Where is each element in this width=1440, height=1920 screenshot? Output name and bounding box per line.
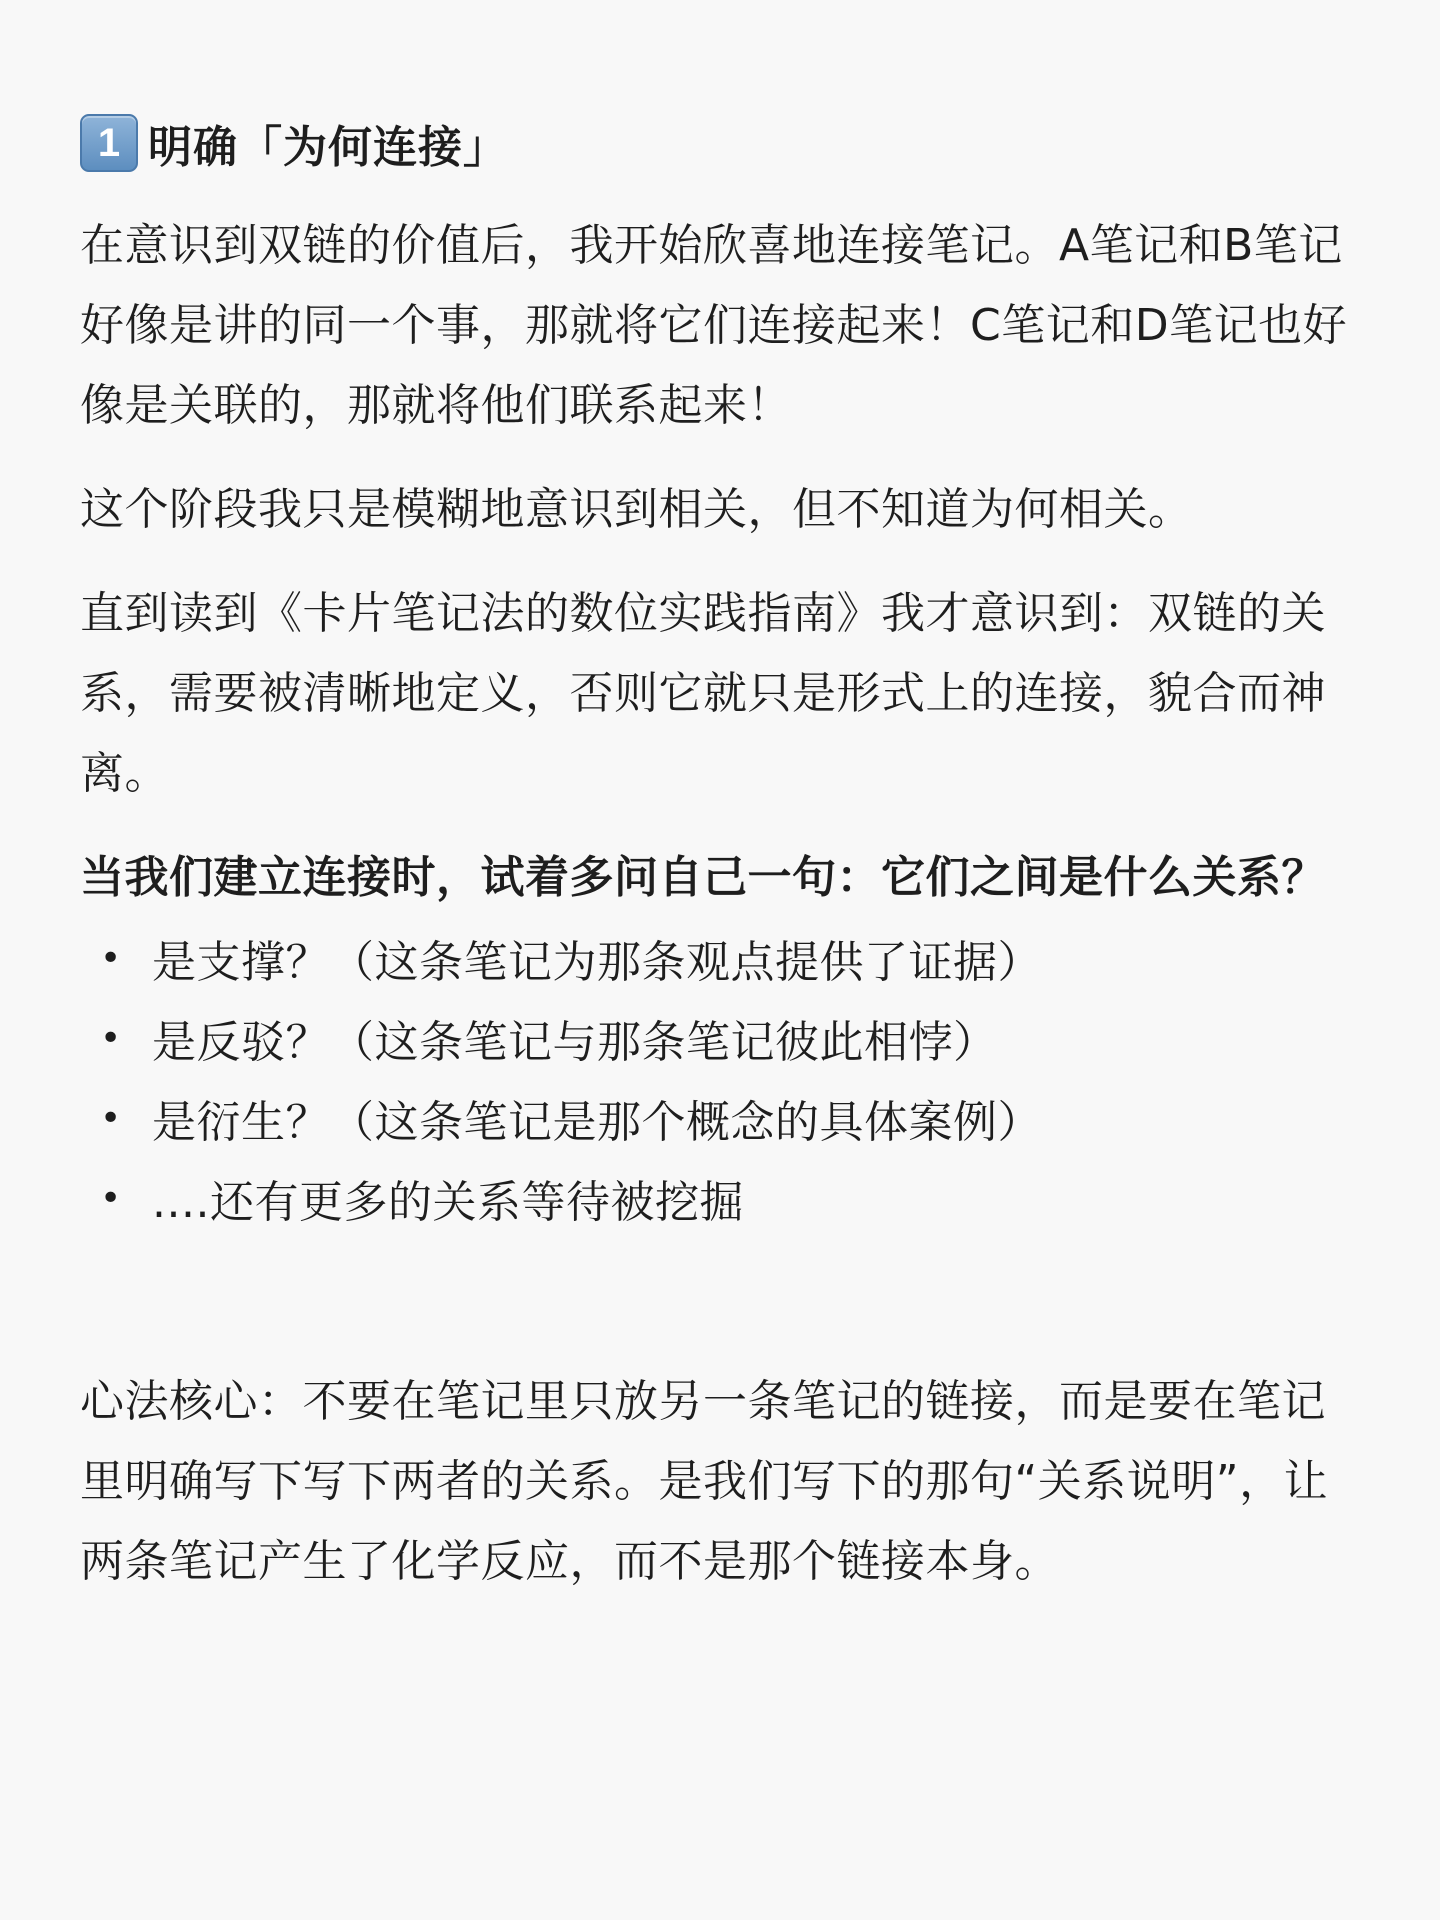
list-item: [80, 918, 1360, 998]
paragraph-intro: 在意识到双链的价值后，我开始欣喜地连接笔记。A笔记和B笔记好像是讲的同一个事，那就将它们连接起来！C笔记和D笔记也好像是关联的，那就将他们联系起来！: [80, 220, 1348, 431]
question-paragraph: 当我们建立连接时，试着多问自己一句：它们之间是什么关系？: [80, 852, 1326, 903]
keycap-number-icon: 1: [80, 114, 138, 172]
bullet-icon: •: [100, 1177, 122, 1219]
list-item-text: 是支撑？（这条笔记为那条观点提供了证据）: [152, 937, 1042, 988]
list-item: [80, 1158, 1360, 1238]
bullet-icon: •: [100, 1017, 122, 1059]
section-heading: [80, 110, 1360, 176]
core-principle-paragraph: 心法核心：不要在笔记里只放另一条笔记的链接，而是要在笔记里明确写下写下两者的关系。是我们写下的那句“关系说明”，让两条笔记产生了化学反应，而不是那个链接本身。: [80, 1376, 1329, 1587]
list-item-text: ....还有更多的关系等待被挖掘: [152, 1177, 744, 1228]
spacer: [80, 1238, 1360, 1362]
bullet-icon: •: [100, 937, 122, 979]
list-item-text: 是反驳？（这条笔记与那条笔记彼此相悖）: [152, 1017, 998, 1068]
list-item-text: 是衍生？（这条笔记是那个概念的具体案例）: [152, 1097, 1042, 1148]
paragraph-realization: 直到读到《卡片笔记法的数位实践指南》我才意识到：双链的关系，需要被清晰地定义，否则它就只是形式上的连接，貌合而神离。: [80, 588, 1326, 799]
list-item: [80, 1078, 1360, 1158]
bullet-icon: •: [100, 1097, 122, 1139]
list-item: [80, 998, 1360, 1078]
relation-list: [80, 918, 1360, 1238]
section-title: 明确「为何连接」: [148, 122, 508, 173]
paragraph-stage: 这个阶段我只是模糊地意识到相关，但不知道为何相关。: [80, 484, 1193, 535]
